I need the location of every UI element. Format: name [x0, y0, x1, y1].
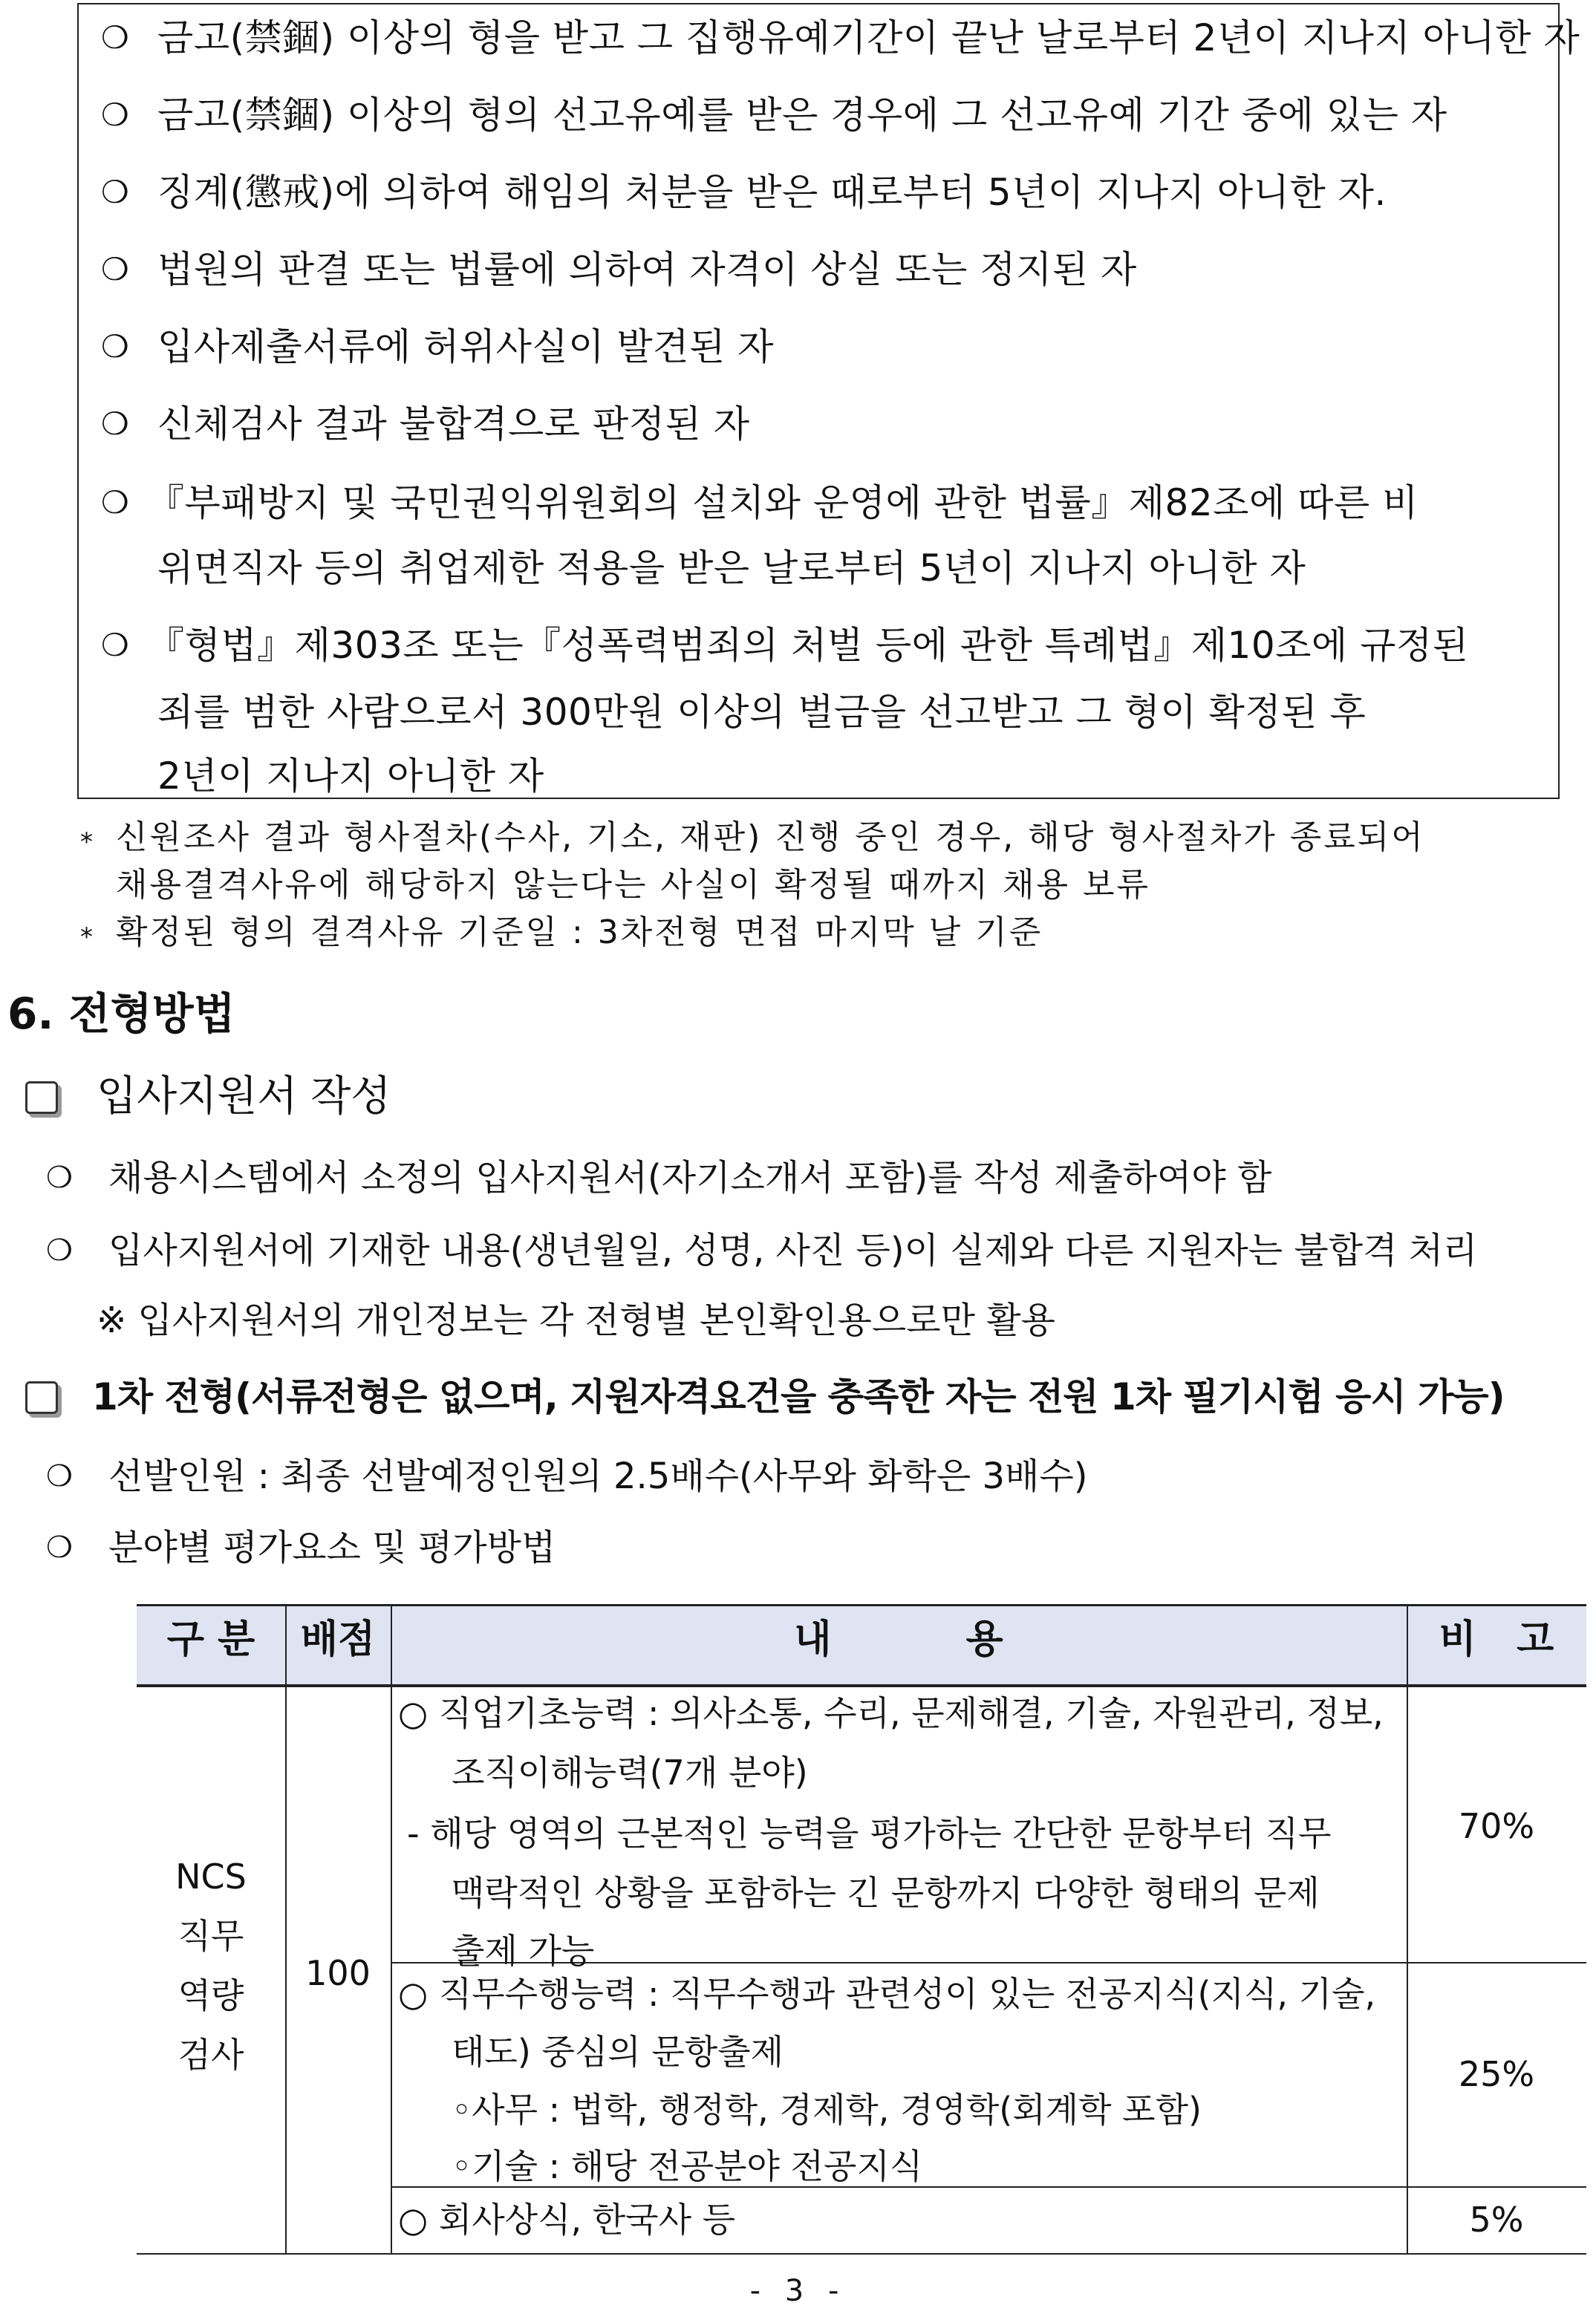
table-remark: 25% [1458, 2054, 1535, 2094]
subsection-title: 1차 전형(서류전형은 없으며, 지원자격요건을 충족한 자는 전원 1차 필기시험 응시 가능) [92, 1375, 1505, 1418]
list-item: 선발인원 : 최종 선발예정인원의 2.5배수(사무와 화학은 3배수) [108, 1456, 1088, 1497]
table-content-line: 출제 가능 [452, 1931, 595, 1971]
table-content-line: 조직이해능력(7개 분야) [452, 1753, 808, 1793]
bullet-icon: ❍ [101, 627, 129, 663]
asterisk-icon: * [80, 922, 93, 952]
table-content-line: 맥락적인 상황을 포함하는 긴 문항까지 다양한 형태의 문제 [452, 1873, 1320, 1913]
box-item: 금고(禁錮) 이상의 형의 선고유예를 받은 경우에 그 선고유예 기간 중에 있는 자 [157, 94, 1447, 137]
table-category: 검사 [177, 2035, 244, 2075]
table-border [137, 1604, 1586, 1606]
bullet-icon: ❍ [46, 1531, 73, 1565]
box-item: 『부패방지 및 국민권익위원회의 설치와 운영에 관한 법률』제82조에 따른 비 [147, 481, 1419, 524]
table-border [137, 2253, 1586, 2255]
info-note: ※ 입사지원서의 개인정보는 각 전형별 본인확인용으로만 활용 [97, 1300, 1055, 1341]
table-header-content: 내 용 [391, 1604, 1407, 1686]
bullet-icon: ❍ [101, 484, 129, 521]
checkbox-square-icon [25, 1081, 58, 1114]
table-border [137, 1684, 1586, 1687]
table-content-line: - 해당 영역의 근본적인 능력을 평가하는 간단한 문항부터 직무 [407, 1813, 1332, 1854]
box-item-continued: 2년이 지나지 아니한 자 [157, 755, 544, 798]
table-category: NCS [175, 1857, 247, 1897]
box-item-continued: 위면직자 등의 취업제한 적용을 받은 날로부터 5년이 지나지 아니한 자 [157, 547, 1306, 590]
box-item-continued: 죄를 범한 사람으로서 300만원 이상의 벌금을 선고받고 그 형이 확정된 후 [157, 691, 1367, 734]
bullet-icon: ❍ [46, 1233, 73, 1268]
table-content-line: ◦사무 : 법학, 행정학, 경제학, 경영학(회계학 포함) [452, 2090, 1202, 2130]
bullet-icon: ❍ [101, 405, 129, 442]
table-header-category: 구 분 [137, 1604, 285, 1686]
table-category: 역량 [177, 1975, 244, 2015]
disqualification-box [77, 3, 1580, 799]
page-number: - 3 - [749, 2274, 847, 2308]
bullet-icon: ❍ [101, 97, 129, 133]
table-content-line: ○ 직업기초능력 : 의사소통, 수리, 문제해결, 기술, 자원관리, 정보, [398, 1693, 1384, 1733]
list-item: 분야별 평가요소 및 평가방법 [108, 1527, 556, 1568]
box-item: 징계(懲戒)에 의하여 해임의 처분을 받은 때로부터 5년이 지나지 아니한 자. [157, 171, 1387, 214]
box-item: 금고(禁錮) 이상의 형을 받고 그 집행유예기간이 끝난 날로부터 2년이 지나지 아니한 자 [157, 16, 1580, 59]
note-line: 확정된 형의 결격사유 기준일 : 3차전형 면접 마지막 날 기준 [116, 913, 1043, 951]
table-border [391, 1604, 392, 2255]
box-item: 법원의 판결 또는 법률에 의하여 자격이 상실 또는 정지된 자 [157, 248, 1137, 291]
list-item: 채용시스템에서 소정의 입사지원서(자기소개서 포함)를 작성 제출하여야 함 [108, 1157, 1272, 1199]
table-header-score: 배점 [285, 1604, 391, 1686]
asterisk-icon: * [80, 827, 93, 857]
table-remark: 70% [1458, 1806, 1535, 1846]
table-border [285, 1604, 287, 2255]
table-category: 직무 [177, 1916, 244, 1956]
bullet-icon: ❍ [46, 1161, 73, 1195]
bullet-icon: ❍ [101, 19, 129, 56]
table-content-line: ◦기술 : 해당 전공분야 전공지식 [452, 2146, 923, 2186]
box-item: 『형법』제303조 또는『성폭력범죄의 처벌 등에 관한 특례법』제10조에 규정된 [147, 624, 1469, 667]
note-line: 채용결격사유에 해당하지 않는다는 사실이 확정될 때까지 채용 보류 [116, 866, 1151, 904]
box-item: 입사제출서류에 허위사실이 발견된 자 [157, 325, 774, 368]
evaluation-table [137, 1604, 1586, 2255]
table-border [1407, 1604, 1408, 2255]
checkbox-square-icon [25, 1381, 58, 1414]
table-content-line: ○ 회사상식, 한국사 등 [398, 2200, 736, 2240]
bullet-icon: ❍ [101, 251, 129, 287]
box-item: 신체검사 결과 불합격으로 판정된 자 [157, 402, 750, 446]
table-score: 100 [305, 1953, 371, 1993]
table-content-line: ○ 직무수행능력 : 직무수행과 관련성이 있는 전공지식(지식, 기술, [398, 1974, 1376, 2014]
note-line: 신원조사 결과 형사절차(수사, 기소, 재판) 진행 중인 경우, 해당 형사절차가 종료되어 [116, 818, 1425, 856]
bullet-icon: ❍ [101, 174, 129, 210]
table-remark: 5% [1469, 2200, 1524, 2240]
subsection-title: 입사지원서 작성 [97, 1072, 391, 1121]
list-item: 입사지원서에 기재한 내용(생년월일, 성명, 사진 등)이 실제와 다른 지원자는 불합격 처리 [108, 1230, 1478, 1271]
table-header-remark: 비 고 [1407, 1604, 1586, 1686]
section-title: 6. 전형방법 [7, 988, 235, 1039]
table-content-line: 태도) 중심의 문항출제 [452, 2032, 784, 2072]
bullet-icon: ❍ [46, 1459, 73, 1493]
bullet-icon: ❍ [101, 328, 129, 365]
